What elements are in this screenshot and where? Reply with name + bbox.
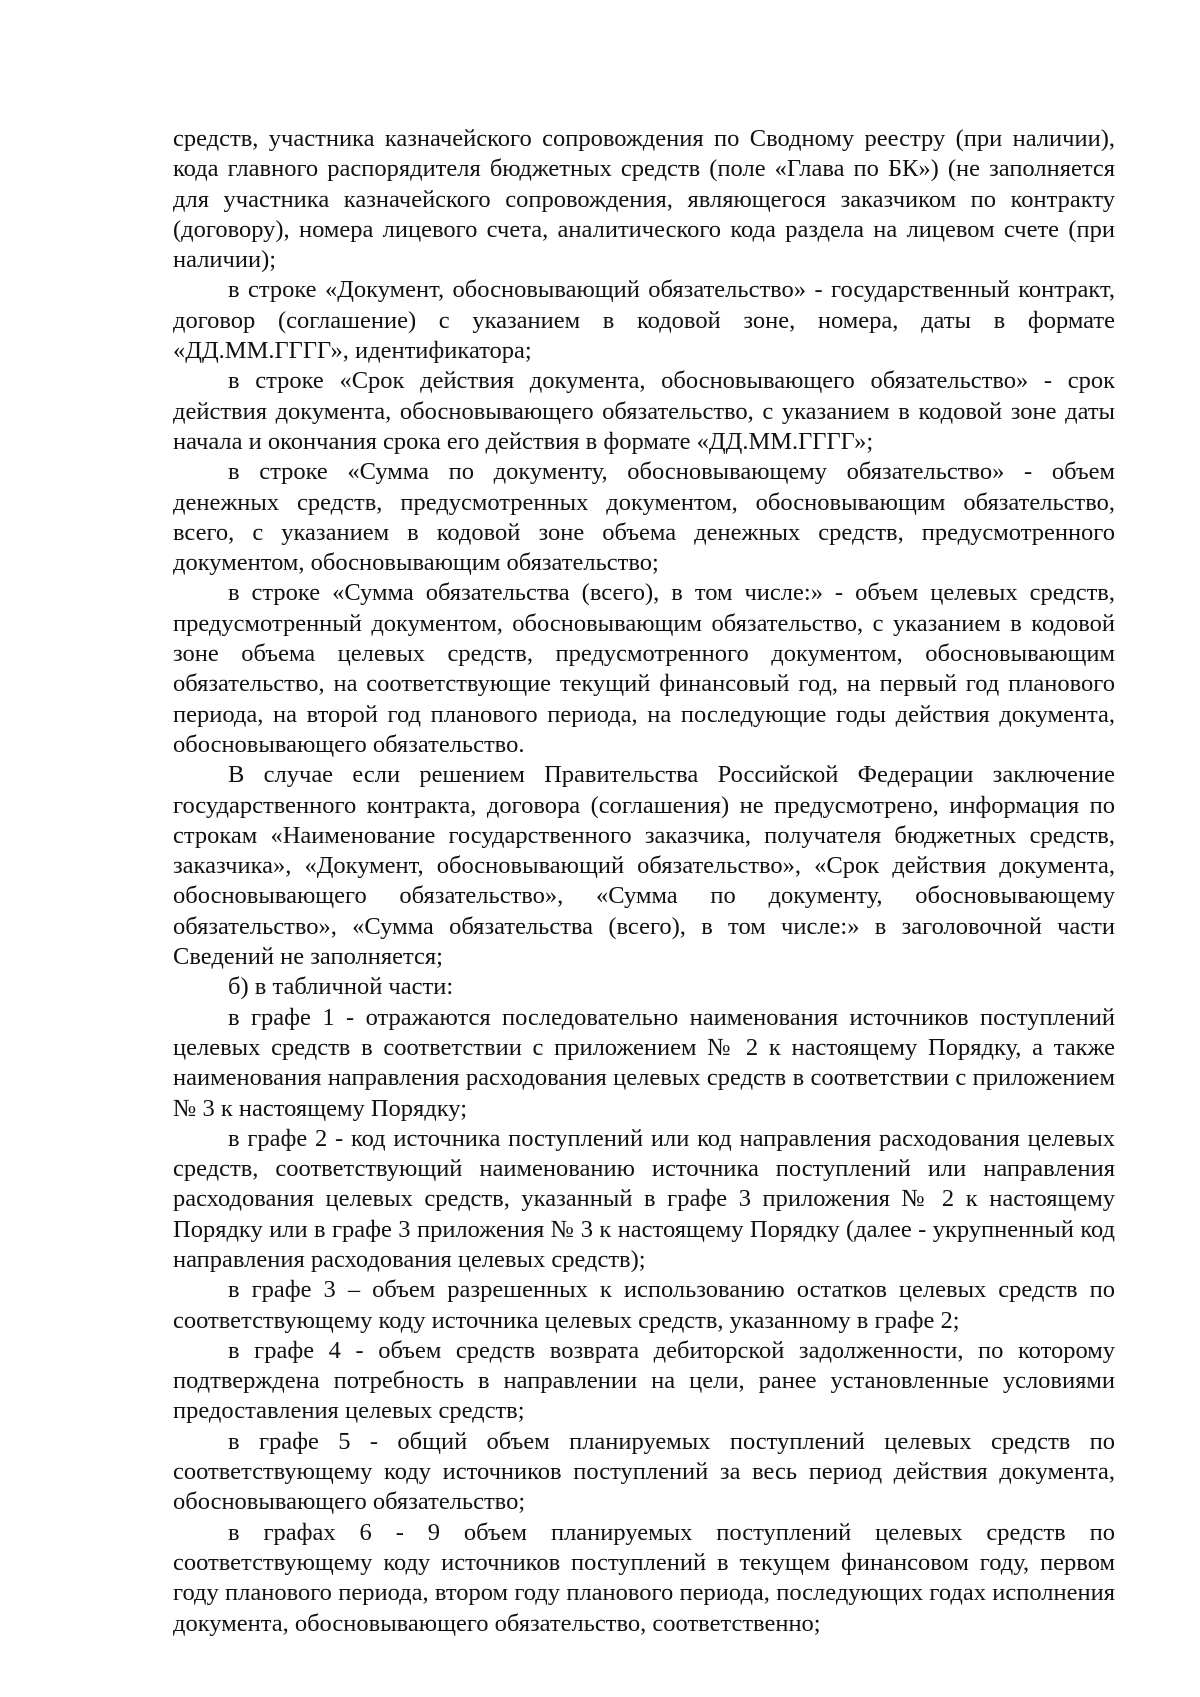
paragraph-document-basis: в строке «Документ, обосновывающий обязательство» - государственный контракт, договор (соглашение) с указанием в кодовой зоне, номера, даты в формате «ДД.ММ.ГГГГ», идентификатора; [173,276,1115,365]
paragraph-columns-6-9: в графах 6 - 9 объем планируемых поступлений целевых средств по соответствующему коду источников поступлений в текущем финансовом году, первом году планового периода, втором году планового периода, последующих годах исполнения документа, обосновывающего обязательство, соответственно; [173,1518,1115,1637]
paragraph-column-4: в графе 4 - объем средств возврата дебиторской задолженности, по которому подтверждена потребность в направлении на цели, ранее установленные условиями предоставления целевых средств; [173,1336,1115,1425]
paragraph-table-part-heading: б) в табличной части: [228,973,454,1001]
paragraph-column-2: в графе 2 - код источника поступлений или код направления расходования целевых средств, соответствующий наименованию источника поступлений или направления расходования целевых средств, указанный в графе 3 приложения № 2 к настоящему Порядку или в графе 3 приложения № 3 к настоящему Порядку (далее - укрупненный код направления расходования целевых средств); [173,1124,1115,1273]
paragraph-document-term: в строке «Срок действия документа, обосновывающего обязательство» - срок действия документа, обосновывающего обязательство, с указанием в кодовой зоне даты начала и окончания срока его действия в формате «ДД.ММ.ГГГГ»; [173,367,1115,455]
paragraph-column-5: в графе 5 - общий объем планируемых поступлений целевых средств по соответствующему коду источников поступлений за весь период действия документа, обосновывающего обязательство; [173,1427,1115,1516]
paragraph-no-contract-case: В случае если решением Правительства Российской Федерации заключение государственного контракта, договора (соглашения) не предусмотрено, информация по строкам «Наименование государственного заказчика, получателя бюджетных средств, заказчика», «Документ, обосновывающий обязательство», «Срок действия документа, обосновывающего обязательство», «Сумма по документу, обосновывающему обязательство», «Сумма обязательства (всего), в том числе:» в заголовочной части Сведений не заполняется; [173,761,1115,971]
paragraph-column-1: в графе 1 - отражаются последовательно наименования источников поступлений целевых средств в соответствии с приложением № 2 к настоящему Порядку, а также наименования направления расходования целевых средств в соответствии с приложением № 3 к настоящему Порядку; [173,1003,1115,1122]
paragraph-column-3: в графе 3 – объем разрешенных к использованию остатков целевых средств по соответствующему коду источника целевых средств, указанному в графе 2; [173,1276,1115,1334]
paragraph-continuation: средств, участника казначейского сопровождения по Сводному реестру (при наличии), кода главного распорядителя бюджетных средств (поле «Глава по БК») (не заполняется для участника казначейского сопровождения, являющегося заказчиком по контракту (договору), номера лицевого счета, аналитического кода раздела на лицевом счете (при наличии); [173,125,1115,274]
document-body [173,124,1115,1639]
paragraph-document-sum: в строке «Сумма по документу, обосновывающему обязательство» - объем денежных средств, предусмотренных документом, обосновывающим обязательство, всего, с указанием в кодовой зоне объема денежных средств, предусмотренного документом, обосновывающим обязательство; [173,458,1115,577]
paragraph-obligation-sum: в строке «Сумма обязательства (всего), в том числе:» - объем целевых средств, предусмотренный документом, обосновывающим обязательство, с указанием в кодовой зоне объема целевых средств, предусмотренного документом, обосновывающим обязательство, на соответствующие текущий финансовый год, на первый год планового периода, на второй год планового периода, на последующие годы действия документа, обосновывающего обязательство. [173,579,1115,758]
